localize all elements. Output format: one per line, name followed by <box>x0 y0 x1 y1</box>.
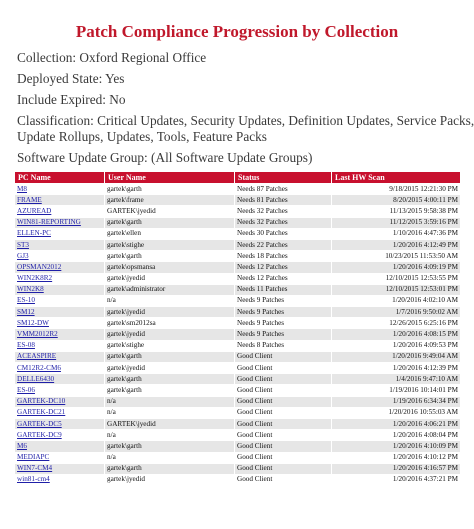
cell-user-name: n/a <box>105 295 235 306</box>
cell-status: Needs 12 Patches <box>235 262 332 273</box>
cell-status: Needs 9 Patches <box>235 329 332 340</box>
table-row <box>15 284 461 295</box>
compliance-table <box>14 171 461 486</box>
pc-name-link[interactable]: WIN7-CM4 <box>17 464 53 473</box>
pc-name-link[interactable]: M6 <box>17 441 27 450</box>
cell-status: Needs 9 Patches <box>235 307 332 318</box>
cell-user-name: gartek\jyedid <box>105 474 235 485</box>
pc-name-link[interactable]: ES-06 <box>17 385 35 394</box>
cell-pc-name <box>15 251 105 262</box>
pc-name-link[interactable]: GARTEK-DC5 <box>17 419 62 428</box>
cell-pc-name <box>15 206 105 217</box>
cell-status: Good Client <box>235 351 332 362</box>
pc-name-link[interactable]: SM12 <box>17 307 35 316</box>
cell-user-name: gartek\garth <box>105 351 235 362</box>
cell-user-name: gartek\sm2012sa <box>105 318 235 329</box>
table-row <box>15 217 461 228</box>
table-row <box>15 184 461 195</box>
table-row <box>15 374 461 385</box>
pc-name-link[interactable]: ST3 <box>17 240 29 249</box>
cell-user-name: gartek\jyedid <box>105 363 235 374</box>
pc-name-link[interactable]: FRAME <box>17 195 42 204</box>
table-row <box>15 441 461 452</box>
cell-status: Good Client <box>235 463 332 474</box>
cell-last-hw-scan: 1/20/2016 4:16:57 PM <box>332 463 461 474</box>
cell-last-hw-scan: 8/20/2015 4:00:11 PM <box>332 195 461 206</box>
report-parameters <box>17 50 474 167</box>
cell-user-name: gartek\garth <box>105 385 235 396</box>
cell-last-hw-scan: 9/18/2015 12:21:30 PM <box>332 184 461 195</box>
cell-user-name: GARTEK\jyedid <box>105 418 235 429</box>
param-classification-line2: Update Rollups, Updates, Tools, Feature Packs <box>17 129 267 145</box>
header-pc-name[interactable]: PC Name <box>15 172 105 184</box>
pc-name-link[interactable]: win81-cm4 <box>17 475 50 484</box>
cell-last-hw-scan: 1/20/2016 4:09:53 PM <box>332 340 461 351</box>
table-header-row <box>15 172 461 184</box>
cell-pc-name <box>15 463 105 474</box>
cell-last-hw-scan: 1/7/2016 9:50:02 AM <box>332 307 461 318</box>
cell-pc-name <box>15 430 105 441</box>
table-row <box>15 452 461 463</box>
param-collection: Collection: Oxford Regional Office <box>17 50 207 65</box>
cell-last-hw-scan: 12/10/2015 12:53:55 PM <box>332 273 461 284</box>
pc-name-link[interactable]: ES-10 <box>17 296 35 305</box>
cell-status: Needs 9 Patches <box>235 318 332 329</box>
pc-name-link[interactable]: M8 <box>17 184 27 193</box>
cell-status: Needs 81 Patches <box>235 195 332 206</box>
cell-status: Needs 32 Patches <box>235 206 332 217</box>
cell-pc-name <box>15 474 105 485</box>
cell-user-name: n/a <box>105 407 235 418</box>
table-row <box>15 307 461 318</box>
cell-user-name: gartek\garth <box>105 463 235 474</box>
pc-name-link[interactable]: AZUREAD <box>17 206 52 215</box>
cell-status: Good Client <box>235 385 332 396</box>
table-row <box>15 363 461 374</box>
cell-pc-name <box>15 441 105 452</box>
table-body <box>15 184 461 486</box>
cell-pc-name <box>15 239 105 250</box>
pc-name-link[interactable]: WIN81-REPORTING <box>17 218 81 227</box>
cell-pc-name <box>15 351 105 362</box>
cell-pc-name <box>15 418 105 429</box>
cell-pc-name <box>15 262 105 273</box>
cell-user-name: gartek\ellen <box>105 228 235 239</box>
cell-pc-name <box>15 184 105 195</box>
cell-pc-name <box>15 195 105 206</box>
cell-last-hw-scan: 1/20/2016 9:49:04 AM <box>332 351 461 362</box>
cell-pc-name <box>15 284 105 295</box>
header-status[interactable]: Status <box>235 172 332 184</box>
cell-last-hw-scan: 1/20/2016 4:06:21 PM <box>332 418 461 429</box>
cell-pc-name <box>15 340 105 351</box>
pc-name-link[interactable]: GARTEK-DC9 <box>17 430 62 439</box>
cell-status: Needs 32 Patches <box>235 217 332 228</box>
pc-name-link[interactable]: CM12R2-CM6 <box>17 363 61 372</box>
cell-status: Good Client <box>235 474 332 485</box>
cell-user-name: gartek\garth <box>105 251 235 262</box>
cell-last-hw-scan: 1/20/2016 4:10:09 PM <box>332 441 461 452</box>
table-row <box>15 463 461 474</box>
cell-user-name: n/a <box>105 430 235 441</box>
pc-name-link[interactable]: VMM2012R2 <box>17 330 58 339</box>
cell-last-hw-scan: 11/12/2015 3:59:16 PM <box>332 217 461 228</box>
table-row <box>15 262 461 273</box>
header-user-name[interactable]: User Name <box>105 172 235 184</box>
table-row <box>15 195 461 206</box>
cell-user-name: gartek\frame <box>105 195 235 206</box>
header-last-hw-scan[interactable]: Last HW Scan <box>332 172 461 184</box>
pc-name-link[interactable]: MEDIAPC <box>17 453 50 462</box>
cell-status: Good Client <box>235 363 332 374</box>
cell-last-hw-scan: 1/20/2016 4:08:04 PM <box>332 430 461 441</box>
cell-status: Needs 87 Patches <box>235 184 332 195</box>
pc-name-link[interactable]: WIN2K8R2 <box>17 274 53 283</box>
pc-name-link[interactable]: GARTEK-DC10 <box>17 397 66 406</box>
cell-user-name: gartek\stighe <box>105 340 235 351</box>
cell-pc-name <box>15 407 105 418</box>
cell-last-hw-scan: 1/20/2016 4:10:12 PM <box>332 452 461 463</box>
cell-last-hw-scan: 12/26/2015 6:25:16 PM <box>332 318 461 329</box>
cell-last-hw-scan: 1/19/2016 10:14:01 PM <box>332 385 461 396</box>
cell-user-name: gartek\stighe <box>105 239 235 250</box>
cell-user-name: GARTEK\jyedid <box>105 206 235 217</box>
table-row <box>15 251 461 262</box>
cell-status: Good Client <box>235 441 332 452</box>
table-row <box>15 407 461 418</box>
cell-pc-name <box>15 329 105 340</box>
cell-last-hw-scan: 1/20/2016 10:55:03 AM <box>332 407 461 418</box>
cell-status: Good Client <box>235 407 332 418</box>
param-classification-line1: Classification: Critical Updates, Security Updates, Definition Updates, Service Packs, <box>17 112 474 128</box>
param-include-expired: Include Expired: No <box>17 91 126 107</box>
cell-user-name: gartek\jyedid <box>105 273 235 284</box>
cell-status: Good Client <box>235 418 332 429</box>
cell-pc-name <box>15 396 105 407</box>
cell-user-name: gartek\opsmansa <box>105 262 235 273</box>
cell-user-name: n/a <box>105 396 235 407</box>
pc-name-link[interactable]: DELLE6430 <box>17 374 55 383</box>
cell-status: Needs 22 Patches <box>235 239 332 250</box>
cell-last-hw-scan: 1/10/2016 4:47:36 PM <box>332 228 461 239</box>
cell-status: Good Client <box>235 452 332 463</box>
cell-pc-name <box>15 363 105 374</box>
cell-status: Good Client <box>235 430 332 441</box>
cell-last-hw-scan: 11/13/2015 9:58:38 PM <box>332 206 461 217</box>
cell-user-name: gartek\jyedid <box>105 329 235 340</box>
param-software-update-group: Software Update Group: (All Software Update Groups) <box>17 150 313 166</box>
cell-pc-name <box>15 217 105 228</box>
table-row <box>15 239 461 250</box>
cell-pc-name <box>15 307 105 318</box>
cell-last-hw-scan: 1/20/2016 4:37:21 PM <box>332 474 461 485</box>
cell-user-name: gartek\garth <box>105 184 235 195</box>
table-row <box>15 351 461 362</box>
table-row <box>15 329 461 340</box>
pc-name-link[interactable]: SM12-DW <box>17 318 49 327</box>
table-row <box>15 228 461 239</box>
cell-pc-name <box>15 318 105 329</box>
cell-status: Good Client <box>235 374 332 385</box>
pc-name-link[interactable]: ELLEN-PC <box>17 229 51 238</box>
pc-name-link[interactable]: ACEASPIRE <box>17 352 57 361</box>
pc-name-link[interactable]: GJ3 <box>17 251 29 260</box>
table-row <box>15 430 461 441</box>
table-row <box>15 295 461 306</box>
table-row <box>15 340 461 351</box>
table-row <box>15 206 461 217</box>
table-row <box>15 318 461 329</box>
cell-user-name: gartek\garth <box>105 441 235 452</box>
cell-pc-name <box>15 452 105 463</box>
table-row <box>15 474 461 485</box>
table-row <box>15 396 461 407</box>
cell-last-hw-scan: 1/20/2016 4:12:49 PM <box>332 239 461 250</box>
cell-status: Needs 30 Patches <box>235 228 332 239</box>
pc-name-link[interactable]: OPSMAN2012 <box>17 262 62 271</box>
cell-status: Needs 8 Patches <box>235 340 332 351</box>
cell-last-hw-scan: 1/4/2016 9:47:10 AM <box>332 374 461 385</box>
pc-name-link[interactable]: WIN2K8 <box>17 285 44 294</box>
cell-user-name: gartek\garth <box>105 217 235 228</box>
cell-pc-name <box>15 228 105 239</box>
cell-last-hw-scan: 12/10/2015 12:53:01 PM <box>332 284 461 295</box>
cell-user-name: gartek\jyedid <box>105 307 235 318</box>
cell-status: Needs 9 Patches <box>235 295 332 306</box>
report-title: Patch Compliance Progression by Collection <box>75 22 399 41</box>
table-row <box>15 385 461 396</box>
cell-status: Needs 11 Patches <box>235 284 332 295</box>
cell-user-name: gartek\administrator <box>105 284 235 295</box>
cell-status: Good Client <box>235 396 332 407</box>
cell-last-hw-scan: 10/23/2015 11:53:50 AM <box>332 251 461 262</box>
pc-name-link[interactable]: GARTEK-DC21 <box>17 408 66 417</box>
cell-last-hw-scan: 1/20/2016 4:08:15 PM <box>332 329 461 340</box>
cell-last-hw-scan: 1/20/2016 4:09:19 PM <box>332 262 461 273</box>
pc-name-link[interactable]: ES-08 <box>17 341 35 350</box>
cell-user-name: n/a <box>105 452 235 463</box>
cell-user-name: gartek\garth <box>105 374 235 385</box>
table-row <box>15 273 461 284</box>
param-deployed-state: Deployed State: Yes <box>17 70 125 86</box>
cell-pc-name <box>15 385 105 396</box>
cell-last-hw-scan: 1/20/2016 4:12:39 PM <box>332 363 461 374</box>
cell-pc-name <box>15 295 105 306</box>
cell-status: Needs 12 Patches <box>235 273 332 284</box>
table-row <box>15 418 461 429</box>
cell-status: Needs 18 Patches <box>235 251 332 262</box>
cell-last-hw-scan: 1/19/2016 6:34:34 PM <box>332 396 461 407</box>
cell-pc-name <box>15 374 105 385</box>
cell-pc-name <box>15 273 105 284</box>
cell-last-hw-scan: 1/20/2016 4:02:10 AM <box>332 295 461 306</box>
